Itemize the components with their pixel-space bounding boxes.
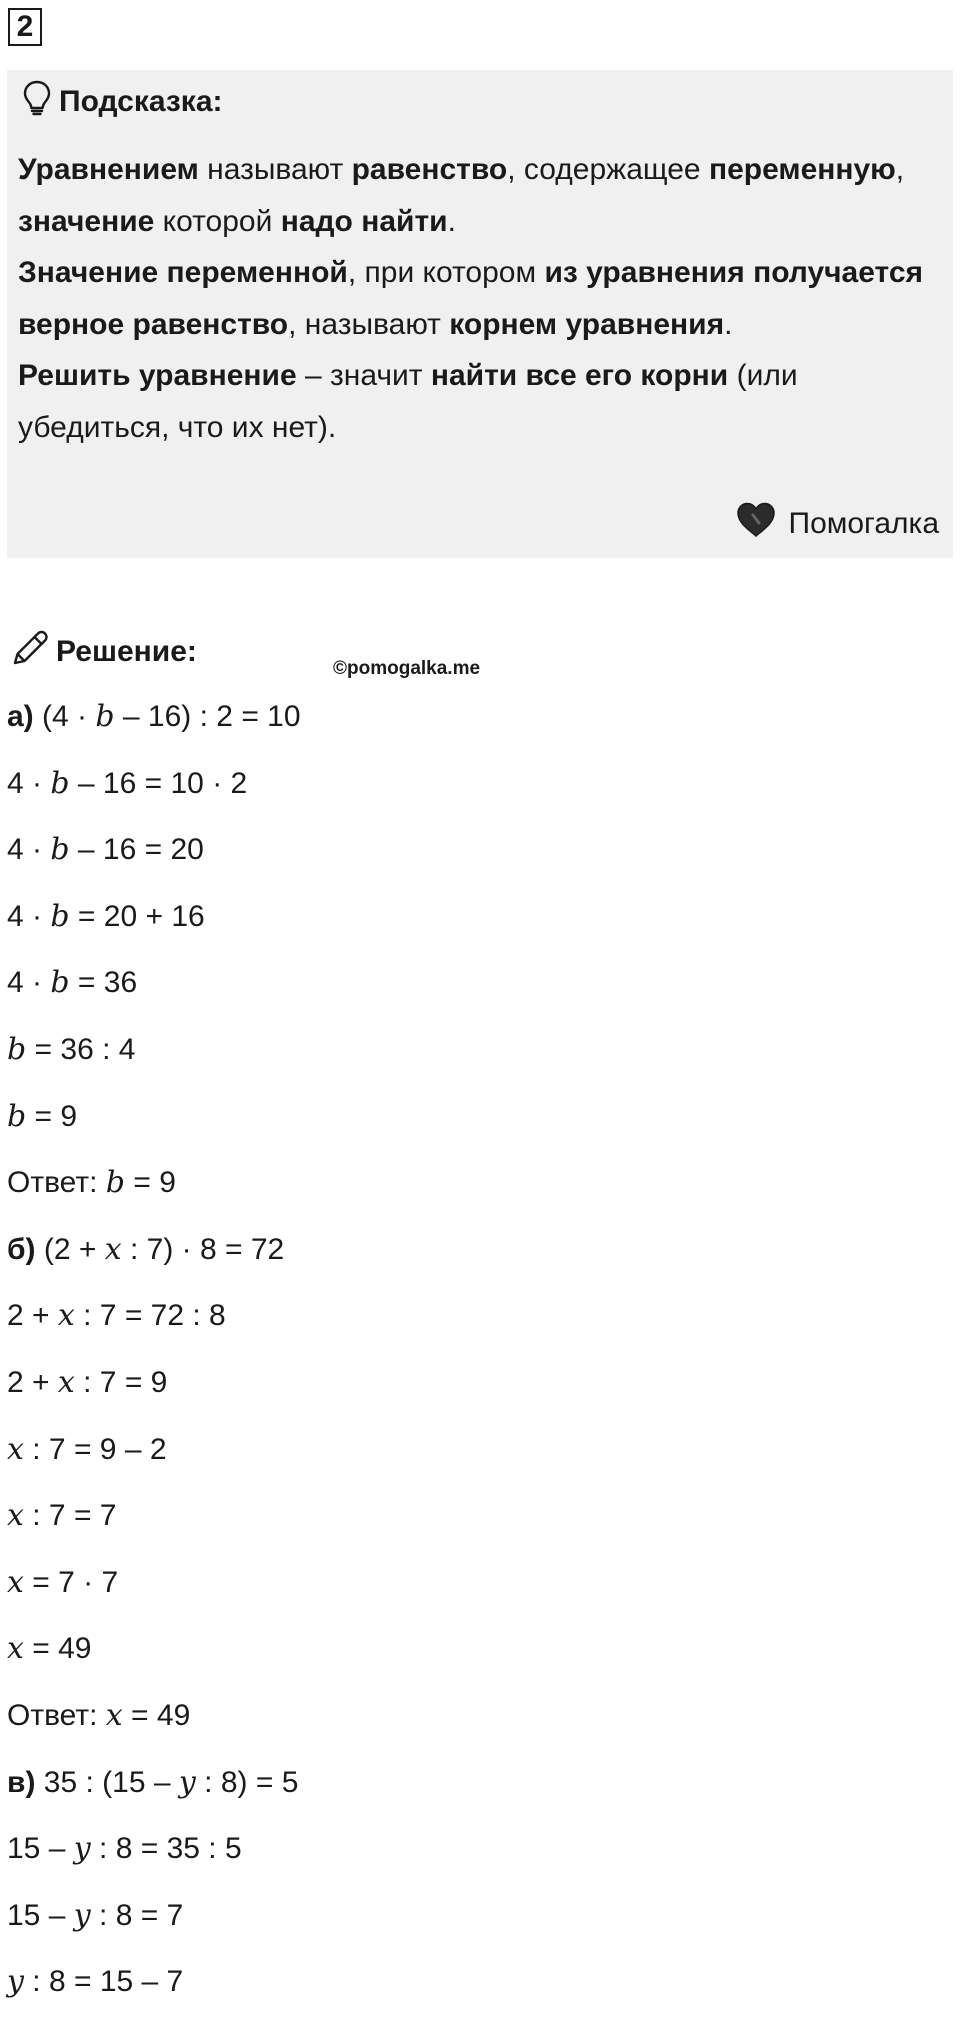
solution-text: 2 + bbox=[7, 1299, 58, 1333]
solution-text: – 16 = 20 bbox=[69, 833, 204, 867]
solution-text: 4 · bbox=[7, 766, 51, 800]
variable: b bbox=[50, 965, 70, 1001]
solution-text: – 16 = 10 · 2 bbox=[69, 766, 248, 800]
solution-text: = 49 bbox=[122, 1698, 191, 1732]
solution-text: 4 · bbox=[7, 833, 51, 867]
solution-line bbox=[7, 961, 301, 1028]
solution-bold: б) bbox=[7, 1232, 36, 1266]
hint-text: (или убедиться, что их нет). bbox=[18, 359, 798, 444]
hint-text: , содержащее bbox=[507, 153, 709, 186]
hint-bold: значение bbox=[18, 204, 155, 238]
variable: x bbox=[104, 1231, 122, 1267]
solution-header bbox=[10, 628, 197, 676]
watermark: ©pomogalka.me bbox=[333, 658, 481, 679]
hint-bold: Решить уравнение bbox=[18, 359, 297, 392]
variable: x bbox=[7, 1631, 24, 1667]
brand-name: Помогалка bbox=[788, 507, 939, 540]
solution-line bbox=[7, 762, 301, 829]
variable: x bbox=[7, 1564, 24, 1600]
variable: b bbox=[50, 832, 70, 868]
solution-text: = 36 : 4 bbox=[26, 1032, 136, 1066]
solution-text: 4 · bbox=[7, 899, 51, 933]
solution-text: = 9 bbox=[125, 1166, 176, 1200]
hint-text: . bbox=[447, 204, 456, 238]
solution-line bbox=[7, 1028, 301, 1095]
solution-text: = 7 · 7 bbox=[23, 1565, 119, 1599]
variable: x bbox=[7, 1498, 24, 1534]
solution-line bbox=[7, 1361, 301, 1428]
solution-line bbox=[7, 895, 301, 962]
solution-text: 15 – bbox=[7, 1898, 74, 1932]
hint-text: называют bbox=[198, 153, 352, 186]
hint-bold: Значение переменной bbox=[18, 256, 348, 289]
solution-text: = 49 bbox=[23, 1632, 92, 1666]
variable: y bbox=[7, 1964, 24, 2000]
variable: y bbox=[73, 1897, 91, 1933]
solution-bold: в) bbox=[7, 1765, 36, 1799]
hint-paragraph bbox=[18, 144, 938, 247]
hint-bold: найти все его корни bbox=[430, 359, 729, 392]
hint-bold: переменную bbox=[708, 153, 896, 186]
solution-text: 15 – bbox=[7, 1832, 74, 1866]
solution-text: : 8) = 5 bbox=[195, 1765, 299, 1799]
solution-text: 35 : (15 – bbox=[35, 1765, 179, 1799]
solution-text: : 7) · 8 = 72 bbox=[121, 1232, 285, 1266]
solution-text: – 16) : 2 = 10 bbox=[114, 700, 301, 733]
hint-text: , bbox=[895, 153, 905, 186]
solution-line bbox=[7, 1761, 301, 1828]
solution-line bbox=[7, 1827, 301, 1894]
hint-text: – значит bbox=[296, 359, 431, 392]
hint-title: Подсказка: bbox=[59, 85, 223, 118]
task-number: 2 bbox=[8, 8, 42, 46]
variable: x bbox=[105, 1697, 123, 1733]
solution-line bbox=[7, 1228, 301, 1295]
brand bbox=[735, 502, 940, 546]
variable: b bbox=[50, 898, 70, 934]
variable: b bbox=[105, 1165, 125, 1201]
solution-line bbox=[7, 1894, 301, 1961]
solution-line bbox=[7, 1627, 301, 1694]
hint-header bbox=[23, 80, 223, 124]
solution-line bbox=[7, 828, 301, 895]
solution-line bbox=[7, 1694, 301, 1761]
solution-text: : 8 = 7 bbox=[90, 1898, 184, 1932]
pencil-icon bbox=[10, 628, 50, 676]
solution-text: : 8 = 35 : 5 bbox=[90, 1832, 242, 1866]
solution-text: Ответ: bbox=[7, 1698, 106, 1732]
hint-bold: из уравнения получается верное равенство bbox=[18, 256, 924, 341]
variable: b bbox=[95, 699, 115, 734]
hint-text: , называют bbox=[288, 307, 450, 341]
solution-bold: а) bbox=[7, 700, 34, 733]
hint-text: , при котором bbox=[347, 256, 545, 289]
solution-line bbox=[7, 1561, 301, 1628]
variable: b bbox=[7, 1031, 27, 1067]
solution-text: 4 · bbox=[7, 966, 51, 1000]
variable: x bbox=[57, 1364, 75, 1400]
hint-bold: надо найти bbox=[280, 204, 448, 238]
variable: y bbox=[73, 1831, 91, 1867]
hint-paragraph bbox=[18, 350, 938, 453]
solution-text: = 9 bbox=[26, 1099, 78, 1133]
solution-text: = 36 bbox=[69, 966, 138, 1000]
solution-text: : 7 = 7 bbox=[23, 1499, 117, 1533]
solution-text: 2 + bbox=[7, 1365, 58, 1399]
solution-text: = 20 + 16 bbox=[69, 899, 205, 933]
hint-bold: равенство bbox=[351, 153, 508, 186]
variable: x bbox=[57, 1298, 75, 1334]
solution-text: (2 + bbox=[35, 1232, 105, 1266]
solution-text: Ответ: bbox=[7, 1166, 106, 1200]
solution-line bbox=[7, 1294, 301, 1361]
hint-body bbox=[18, 144, 938, 453]
variable: b bbox=[50, 765, 70, 801]
hint-text: . bbox=[724, 307, 733, 341]
solution-line bbox=[7, 1095, 301, 1162]
solution-lines bbox=[7, 695, 301, 2027]
hint-bold: корнем уравнения bbox=[449, 307, 725, 341]
solution-text: : 8 = 15 – 7 bbox=[23, 1965, 184, 1999]
solution-title: Решение: bbox=[56, 635, 197, 668]
variable: x bbox=[7, 1431, 24, 1467]
solution-text: : 7 = 9 – 2 bbox=[23, 1432, 167, 1466]
variable: b bbox=[7, 1098, 27, 1134]
solution-line bbox=[7, 1161, 301, 1228]
solution-line bbox=[7, 1960, 301, 2027]
lightbulb-icon bbox=[23, 80, 51, 124]
solution-line bbox=[7, 695, 301, 762]
solution-text: (4 · bbox=[33, 700, 96, 733]
hint-box bbox=[7, 70, 953, 558]
hint-text: которой bbox=[154, 204, 281, 238]
solution-text: : 7 = 72 : 8 bbox=[74, 1299, 226, 1333]
solution-line bbox=[7, 1494, 301, 1561]
heart-icon bbox=[735, 501, 777, 547]
variable: y bbox=[178, 1764, 196, 1800]
hint-paragraph bbox=[18, 247, 938, 350]
solution-line bbox=[7, 1428, 301, 1495]
hint-bold: Уравнением bbox=[18, 153, 199, 186]
solution-text: : 7 = 9 bbox=[74, 1365, 168, 1399]
